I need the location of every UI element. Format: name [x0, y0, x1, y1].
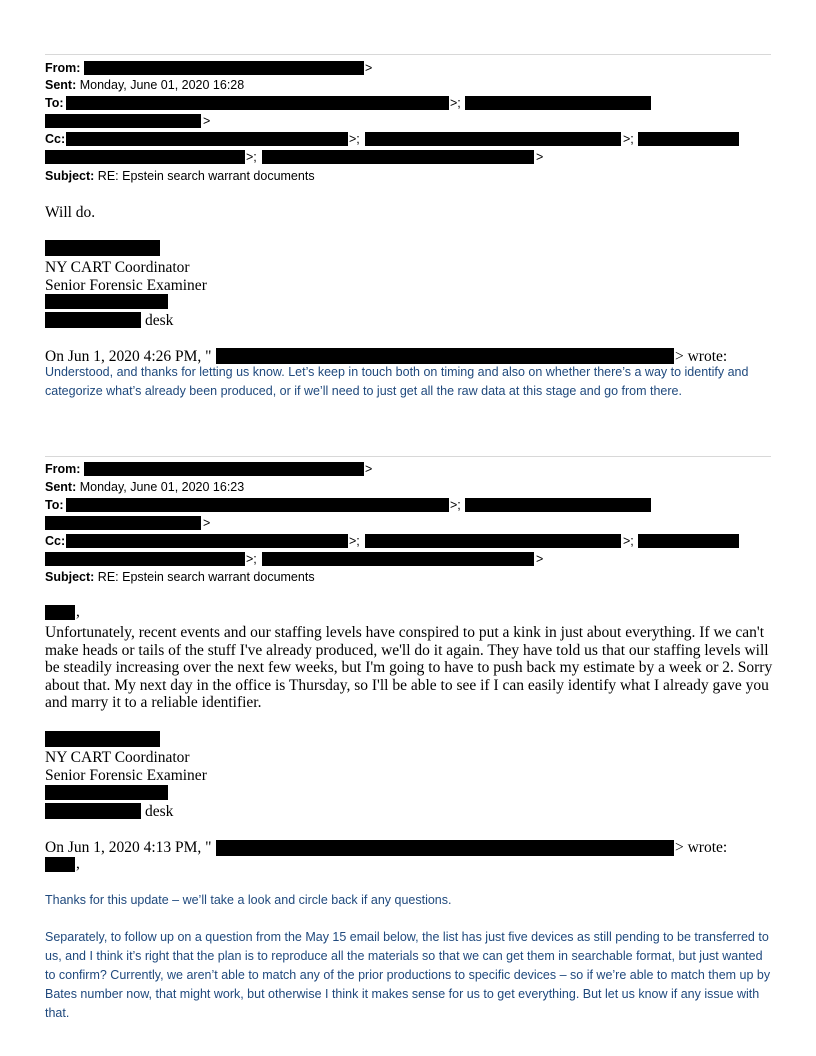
quote-intro: On Jun 1, 2020 4:13 PM, ": [45, 839, 212, 856]
subject-line: [45, 168, 315, 184]
subject-label: Subject:: [45, 570, 95, 584]
cc-label: Cc:: [45, 132, 66, 146]
cc-separator: >;: [623, 534, 634, 548]
sent-label: Sent:: [45, 480, 77, 494]
signature-role: Senior Forensic Examiner: [45, 767, 207, 784]
cc-tail: >: [536, 150, 544, 164]
cc-separator: >;: [623, 132, 634, 146]
redaction-block: [638, 132, 739, 146]
redaction-block: [66, 534, 348, 548]
cc-separator: >;: [349, 132, 360, 146]
quoted-paragraph: Separately, to follow up on a question from the May 15 email below, the list has just five devices as still pending to be transferred to us, and I think it’s right that the plan is to reproduce all the materials so that we can get them in searchable format, but just wanted to confirm? Currently, we aren’t able to match any of the prior productions to specific devices – so if we’re able to match them up by Bates number now, that might work, but otherwise I think it makes sense for us to get everything. But let us know if any issue with that.: [45, 930, 771, 1020]
quoted-text: Understood, and thanks for letting us know. Let’s keep in touch both on timing and also on whether there’s a way to identify and categorize what’s already been produced, or if we’ll need to just get all the raw data at this stage and go from there.: [45, 365, 749, 398]
sent-label: Sent:: [45, 78, 77, 92]
sent-value: Monday, June 01, 2020 16:23: [79, 480, 245, 494]
redaction-block: [66, 498, 449, 512]
redaction-block: [45, 150, 245, 164]
redaction-block: [638, 534, 739, 548]
to-label: To:: [45, 498, 64, 512]
from-line: [45, 461, 80, 477]
sent-line: [45, 77, 244, 93]
message-body: Will do.: [45, 204, 96, 221]
signature-desk: desk: [145, 312, 174, 329]
signature-role: Senior Forensic Examiner: [45, 277, 207, 294]
subject-label: Subject:: [45, 169, 95, 183]
redaction-block: [45, 114, 201, 128]
cc-separator: >;: [246, 552, 257, 566]
signature-title: NY CART Coordinator: [45, 259, 190, 276]
sent-line: [45, 479, 244, 495]
from-tail: >: [365, 462, 373, 476]
redaction-block: [465, 498, 651, 512]
redaction-block: [262, 552, 534, 566]
redaction-block: [45, 240, 160, 256]
redaction-block: [465, 96, 651, 110]
message-body: Unfortunately, recent events and our staffing levels have conspired to put a kink in just about everything. If we can't make heads or tails of the stuff I've already produced, we'll do it again. They have told us that our staffing levels will be steadily increasing over the next few weeks, but I'm going to have to push back my estimate by a week or 2. Sorry about that. My next day in the office is Thursday, so I'll be able to see if I can easily identify what I already gave you and marry it to a reliable identifier.: [45, 624, 773, 711]
from-line: [45, 60, 80, 76]
redaction-block: [84, 462, 364, 476]
quote-intro: On Jun 1, 2020 4:26 PM, ": [45, 348, 212, 365]
redaction-block: [216, 840, 674, 856]
quote-wrote: > wrote:: [675, 348, 728, 365]
redaction-block: [45, 552, 245, 566]
to-label: To:: [45, 96, 64, 110]
header-divider: [45, 54, 771, 55]
redaction-block: [66, 96, 449, 110]
to-separator: >;: [450, 96, 461, 110]
subject-line: [45, 569, 315, 585]
cc-label: Cc:: [45, 534, 66, 548]
greeting-comma: ,: [76, 603, 80, 620]
signature-title: NY CART Coordinator: [45, 749, 190, 766]
quoted-paragraph: Thanks for this update – we’ll take a look and circle back if any questions.: [45, 893, 452, 907]
signature-desk: desk: [145, 803, 174, 820]
redaction-block: [45, 803, 141, 819]
redaction-block: [45, 785, 168, 800]
redaction-block: [45, 312, 141, 328]
redaction-block: [365, 132, 621, 146]
subject-value: RE: Epstein search warrant documents: [97, 169, 315, 183]
redaction-block: [365, 534, 621, 548]
redaction-block: [216, 348, 674, 364]
cc-separator: >;: [246, 150, 257, 164]
redaction-block: [84, 61, 364, 75]
redaction-block: [45, 731, 160, 747]
to-separator: >;: [450, 498, 461, 512]
subject-value: RE: Epstein search warrant documents: [97, 570, 315, 584]
from-label: From:: [45, 462, 81, 476]
to-tail: >: [203, 114, 211, 128]
to-tail: >: [203, 516, 211, 530]
redaction-block: [45, 857, 75, 872]
header-divider: [45, 456, 771, 457]
redaction-block: [45, 605, 75, 620]
quote-greeting-comma: ,: [76, 855, 80, 872]
redaction-block: [262, 150, 534, 164]
cc-tail: >: [536, 552, 544, 566]
from-tail: >: [365, 61, 373, 75]
redaction-block: [45, 516, 201, 530]
from-label: From:: [45, 61, 81, 75]
redaction-block: [66, 132, 348, 146]
quote-wrote: > wrote:: [675, 839, 728, 856]
cc-separator: >;: [349, 534, 360, 548]
sent-value: Monday, June 01, 2020 16:28: [79, 78, 245, 92]
redaction-block: [45, 294, 168, 309]
